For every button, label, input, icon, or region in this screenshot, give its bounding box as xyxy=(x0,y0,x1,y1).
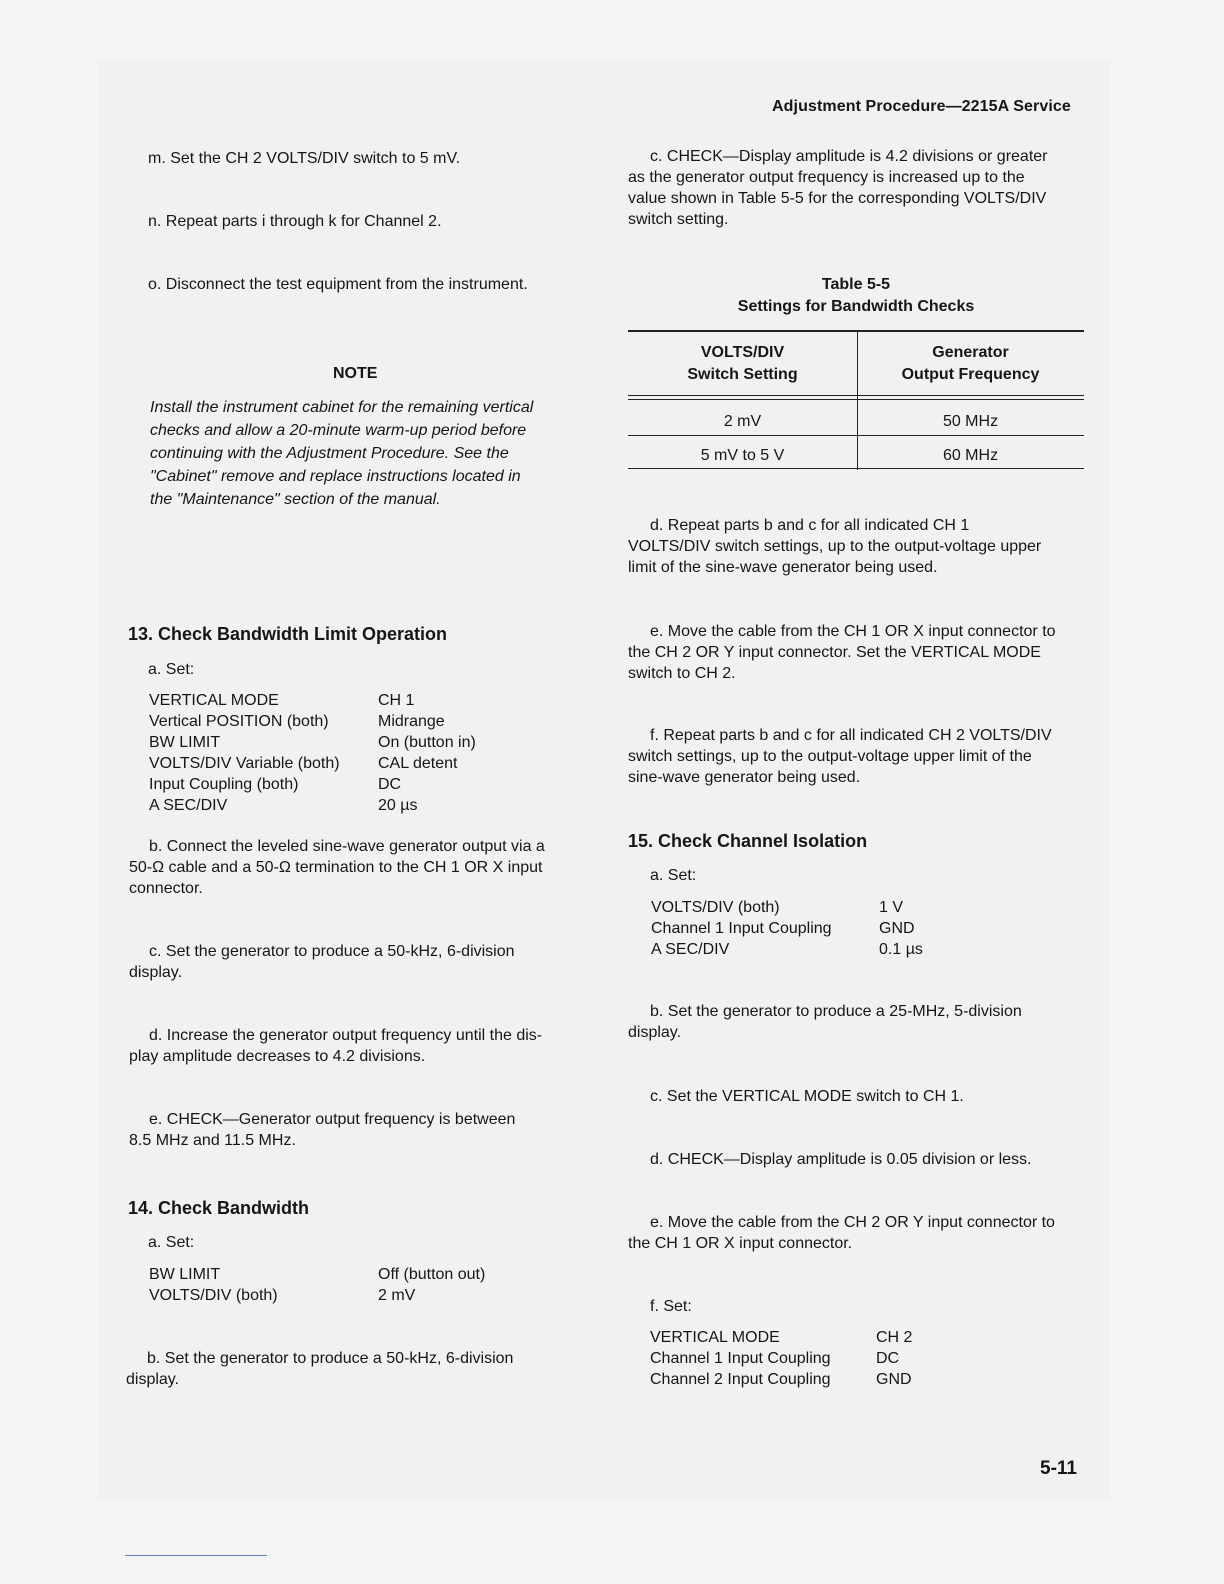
note-line: checks and allow a 20-minute warm-up period before xyxy=(150,422,527,439)
setting-row xyxy=(149,774,476,795)
para-line: display. xyxy=(628,1024,682,1041)
table-title: Settings for Bandwidth Checks xyxy=(737,298,975,315)
setting-row xyxy=(651,897,923,918)
right-step-d xyxy=(628,515,1082,578)
setting-name: Vertical POSITION (both) xyxy=(149,713,329,730)
setting-row xyxy=(650,1348,912,1369)
para-line: limit of the sine-wave generator being used. xyxy=(628,559,938,576)
setting-value: 1 V xyxy=(879,899,904,916)
setting-name: BW LIMIT xyxy=(149,1266,221,1283)
para-line: connector. xyxy=(129,880,203,897)
setting-name: VOLTS/DIV Variable (both) xyxy=(149,755,340,772)
setting-row xyxy=(149,795,476,816)
footer-link-underline xyxy=(125,1555,267,1556)
para-line: display. xyxy=(126,1371,180,1388)
section-14-step-b xyxy=(126,1348,584,1390)
para-line: e. CHECK—Generator output frequency is between xyxy=(149,1111,516,1128)
step-o: o. Disconnect the test equipment from the instrument. xyxy=(148,276,528,293)
section-15-settings-f xyxy=(650,1327,912,1390)
step-m: m. Set the CH 2 VOLTS/DIV switch to 5 mV. xyxy=(148,150,461,167)
setting-value: DC xyxy=(378,776,402,793)
section-15-step-e xyxy=(628,1212,1082,1254)
section-13-step-b xyxy=(129,836,587,899)
para-line: VOLTS/DIV switch settings, up to the output-voltage upper xyxy=(628,538,1042,555)
running-header: Adjustment Procedure—2215A Service xyxy=(772,98,1071,115)
right-step-c xyxy=(628,146,1082,230)
setting-value: 2 mV xyxy=(378,1287,416,1304)
step-n: n. Repeat parts i through k for Channel 2. xyxy=(148,213,442,230)
para-line: b. Set the generator to produce a 50-kHz, 6-division xyxy=(147,1350,514,1367)
table-header-col1 xyxy=(628,342,857,386)
setting-name: VERTICAL MODE xyxy=(149,692,279,709)
setting-name: VOLTS/DIV (both) xyxy=(651,899,780,916)
section-14-settings xyxy=(149,1264,485,1306)
setting-row xyxy=(149,753,476,774)
setting-row xyxy=(651,918,923,939)
para-line: c. Set the generator to produce a 50-kHz, 6-division xyxy=(149,943,515,960)
para-line: switch settings, up to the output-voltage upper limit of the xyxy=(628,748,1032,765)
section-15-heading: 15. Check Channel Isolation xyxy=(628,831,868,851)
para-line: the CH 1 OR X input connector. xyxy=(628,1235,853,1252)
setting-name: BW LIMIT xyxy=(149,734,221,751)
setting-row xyxy=(651,939,923,960)
section-13-heading: 13. Check Bandwidth Limit Operation xyxy=(128,624,448,644)
para-line: b. Connect the leveled sine-wave generator output via a xyxy=(149,838,545,855)
para-line: b. Set the generator to produce a 25-MHz, 5-division xyxy=(650,1003,1022,1020)
section-14-heading: 14. Check Bandwidth xyxy=(128,1198,310,1218)
setting-name: Channel 1 Input Coupling xyxy=(651,920,832,937)
setting-row xyxy=(149,1285,485,1306)
table-row-rule xyxy=(628,435,1084,436)
setting-name: Channel 2 Input Coupling xyxy=(650,1371,831,1388)
para-line: as the generator output frequency is increased up to the xyxy=(628,169,1025,186)
section-15-step-f: f. Set: xyxy=(650,1298,692,1315)
para-line: c. CHECK—Display amplitude is 4.2 divisions or greater xyxy=(650,148,1048,165)
note-line: continuing with the Adjustment Procedure. See the xyxy=(150,445,509,462)
table-rule-double-1 xyxy=(628,395,1084,396)
table-rule-double-2 xyxy=(628,399,1084,400)
setting-name: A SEC/DIV xyxy=(651,941,730,958)
page-number: 5-11 xyxy=(1040,1458,1077,1479)
header-line: Output Frequency xyxy=(901,366,1040,383)
table-5-5 xyxy=(628,330,1084,470)
setting-row xyxy=(650,1327,912,1348)
setting-name: Channel 1 Input Coupling xyxy=(650,1350,831,1367)
setting-value: On (button in) xyxy=(378,734,476,751)
table-cell-setting: 2 mV xyxy=(723,413,762,430)
para-line: 50-Ω cable and a 50-Ω termination to the CH 1 OR X input xyxy=(129,859,543,876)
setting-value: CH 1 xyxy=(378,692,415,709)
setting-name: VOLTS/DIV (both) xyxy=(149,1287,278,1304)
section-15-settings-a xyxy=(651,897,923,960)
note-line: "Cabinet" remove and replace instructions located in xyxy=(150,468,521,485)
para-line: e. Move the cable from the CH 1 OR X input connector to xyxy=(650,623,1056,640)
note-line: Install the instrument cabinet for the remaining vertical xyxy=(150,399,534,416)
table-cell-frequency: 50 MHz xyxy=(942,413,999,430)
section-15-step-a: a. Set: xyxy=(650,867,697,884)
section-15-step-d: d. CHECK—Display amplitude is 0.05 division or less. xyxy=(650,1151,1032,1168)
header-line: Generator xyxy=(932,344,1009,361)
setting-value: CH 2 xyxy=(876,1329,913,1346)
para-line: value shown in Table 5-5 for the corresponding VOLTS/DIV xyxy=(628,190,1047,207)
header-line: VOLTS/DIV xyxy=(700,344,785,361)
para-line: e. Move the cable from the CH 2 OR Y input connector to xyxy=(650,1214,1055,1231)
section-13-settings xyxy=(149,690,476,816)
section-15-step-c: c. Set the VERTICAL MODE switch to CH 1. xyxy=(650,1088,964,1105)
para-line: display. xyxy=(129,964,183,981)
para-line: the CH 2 OR Y input connector. Set the VERTICAL MODE xyxy=(628,644,1041,661)
setting-row xyxy=(149,732,476,753)
para-line: sine-wave generator being used. xyxy=(628,769,861,786)
para-line: 8.5 MHz and 11.5 MHz. xyxy=(129,1132,296,1149)
setting-value: Off (button out) xyxy=(378,1266,486,1283)
para-line: switch to CH 2. xyxy=(628,665,736,682)
setting-value: CAL detent xyxy=(378,755,458,772)
setting-value: Midrange xyxy=(378,713,445,730)
setting-name: A SEC/DIV xyxy=(149,797,228,814)
para-line: switch setting. xyxy=(628,211,729,228)
table-rule-top xyxy=(628,330,1084,332)
para-line: d. Increase the generator output frequency until the dis- xyxy=(149,1027,543,1044)
setting-row xyxy=(149,711,476,732)
section-13-step-a: a. Set: xyxy=(148,661,195,678)
section-13-step-c xyxy=(129,941,587,983)
setting-value: DC xyxy=(876,1350,900,1367)
setting-value: 0.1 µs xyxy=(879,941,923,958)
setting-name: Input Coupling (both) xyxy=(149,776,299,793)
para-line: play amplitude decreases to 4.2 divisions. xyxy=(129,1048,426,1065)
setting-row xyxy=(149,1264,485,1285)
table-cell-setting: 5 mV to 5 V xyxy=(700,447,785,464)
setting-row xyxy=(149,690,476,711)
table-cell-frequency: 60 MHz xyxy=(942,447,999,464)
table-caption xyxy=(628,274,1084,318)
table-number: Table 5-5 xyxy=(821,276,891,293)
setting-value: 20 µs xyxy=(378,797,418,814)
setting-value: GND xyxy=(876,1371,912,1388)
table-header-col2 xyxy=(857,342,1084,386)
note-line: the "Maintenance" section of the manual. xyxy=(150,491,441,508)
setting-name: VERTICAL MODE xyxy=(650,1329,780,1346)
setting-row xyxy=(650,1369,912,1390)
para-line: f. Repeat parts b and c for all indicated CH 2 VOLTS/DIV xyxy=(650,727,1052,744)
section-13-step-d xyxy=(129,1025,587,1067)
section-14-step-a: a. Set: xyxy=(148,1234,195,1251)
right-step-f xyxy=(628,725,1082,788)
note-title: NOTE xyxy=(333,365,378,382)
right-step-e xyxy=(628,621,1082,684)
table-rule-bottom xyxy=(628,468,1084,469)
para-line: d. Repeat parts b and c for all indicated CH 1 xyxy=(650,517,970,534)
note-body xyxy=(150,396,564,511)
section-15-step-b xyxy=(628,1001,1082,1043)
setting-value: GND xyxy=(879,920,915,937)
section-13-step-e xyxy=(129,1109,587,1151)
header-line: Switch Setting xyxy=(687,366,798,383)
